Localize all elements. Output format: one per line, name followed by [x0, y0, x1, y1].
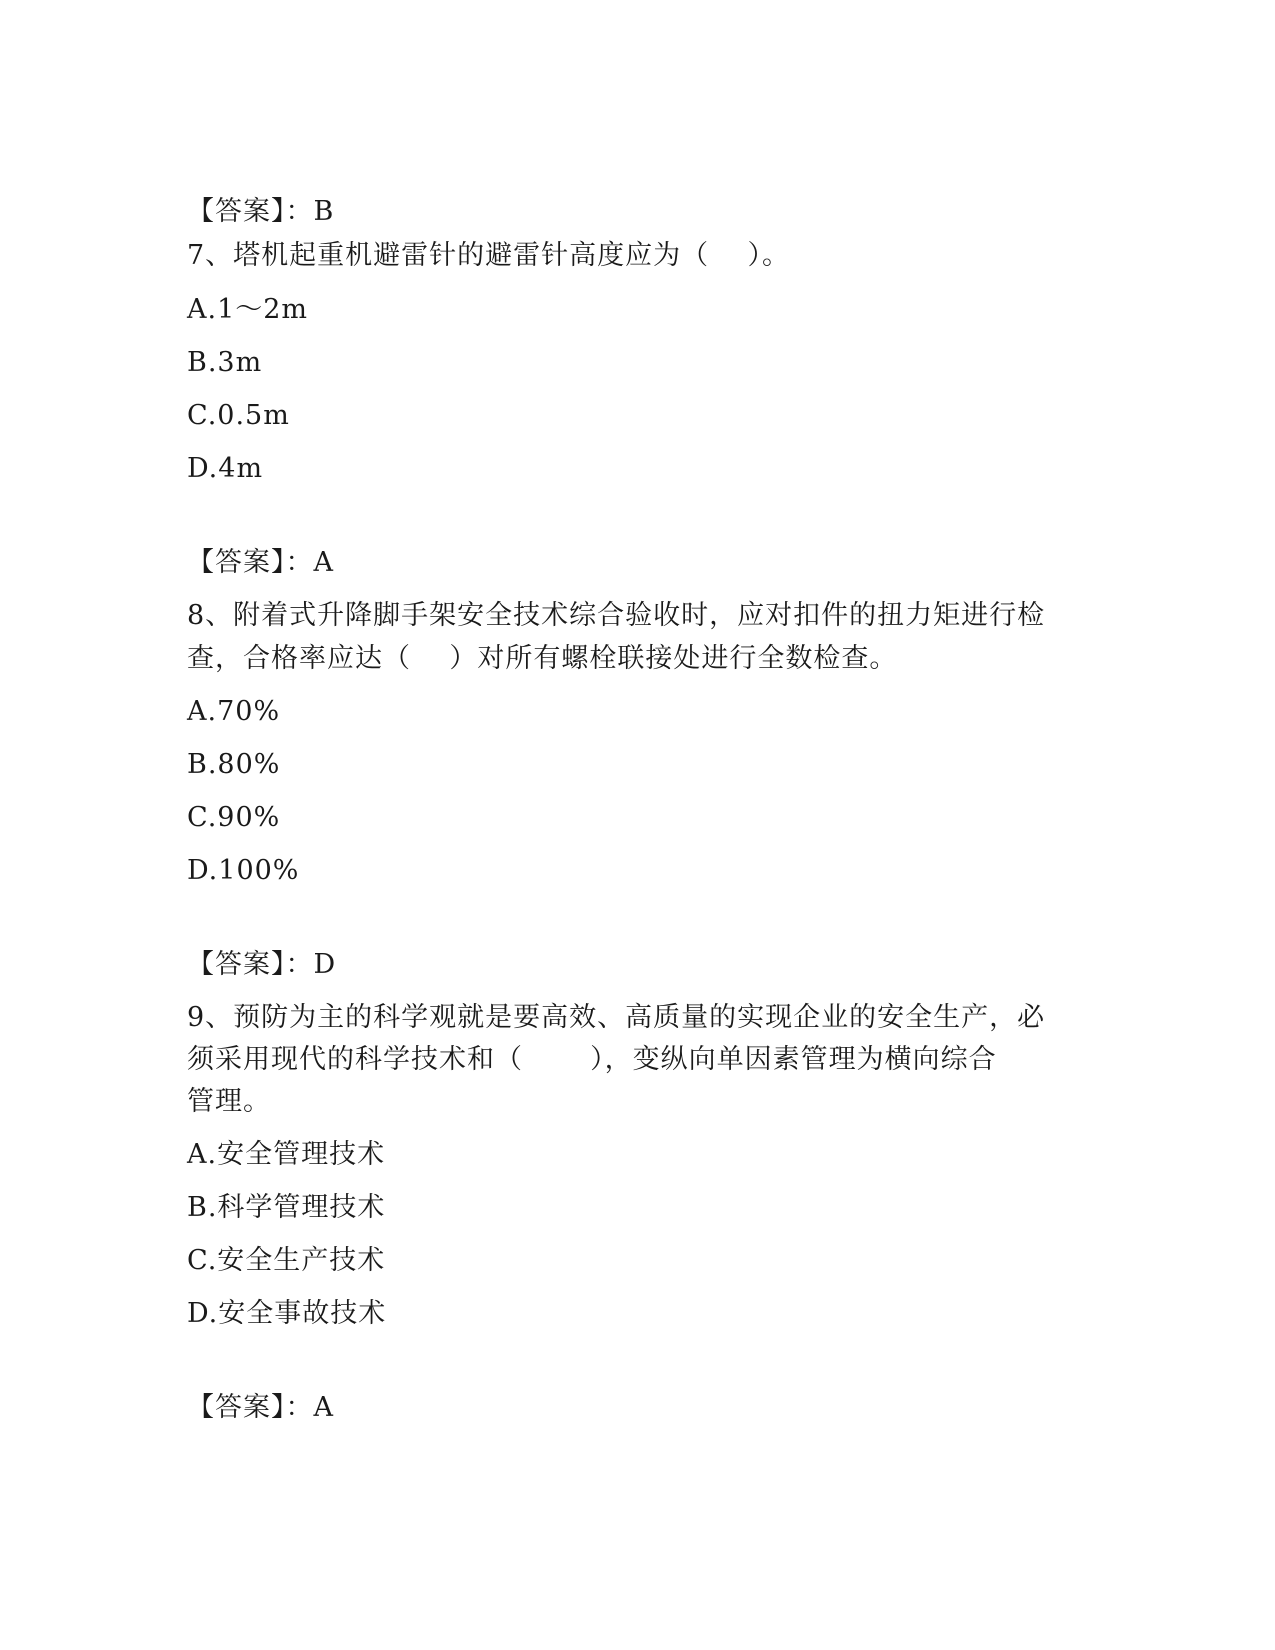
option-c: C.90% — [187, 802, 281, 833]
answer-q8: 【答案】：D — [187, 949, 337, 980]
option-a: A.安全管理技术 — [187, 1139, 386, 1170]
option-c: C.0.5m — [187, 400, 290, 431]
answer-q7: 【答案】：A — [187, 547, 334, 578]
answer-q9: 【答案】：A — [187, 1392, 334, 1423]
option-b: B.科学管理技术 — [187, 1192, 386, 1223]
option-a: A.70% — [187, 696, 281, 727]
answer-q6: 【答案】：B — [187, 196, 335, 227]
question-stem-line: 查，合格率应达（ ）对所有螺栓联接处进行全数检查。 — [187, 643, 898, 674]
question-stem-line: 管理。 — [187, 1086, 271, 1117]
option-d: D.安全事故技术 — [187, 1298, 387, 1329]
question-stem-line: 须采用现代的科学技术和（ ），变纵向单因素管理为横向综合 — [187, 1044, 997, 1075]
option-c: C.安全生产技术 — [187, 1245, 386, 1276]
option-d: D.100% — [187, 855, 300, 886]
question-stem-line: 7、塔机起重机避雷针的避雷针高度应为（ ）。 — [187, 240, 791, 271]
option-b: B.80% — [187, 749, 281, 780]
question-stem-line: 8、附着式升降脚手架安全技术综合验收时，应对扣件的扭力矩进行检 — [187, 600, 1046, 631]
option-a: A.1～2m — [187, 294, 309, 325]
option-d: D.4m — [187, 453, 264, 484]
question-stem-line: 9、预防为主的科学观就是要高效、高质量的实现企业的安全生产，必 — [187, 1002, 1046, 1033]
option-b: B.3m — [187, 347, 263, 378]
